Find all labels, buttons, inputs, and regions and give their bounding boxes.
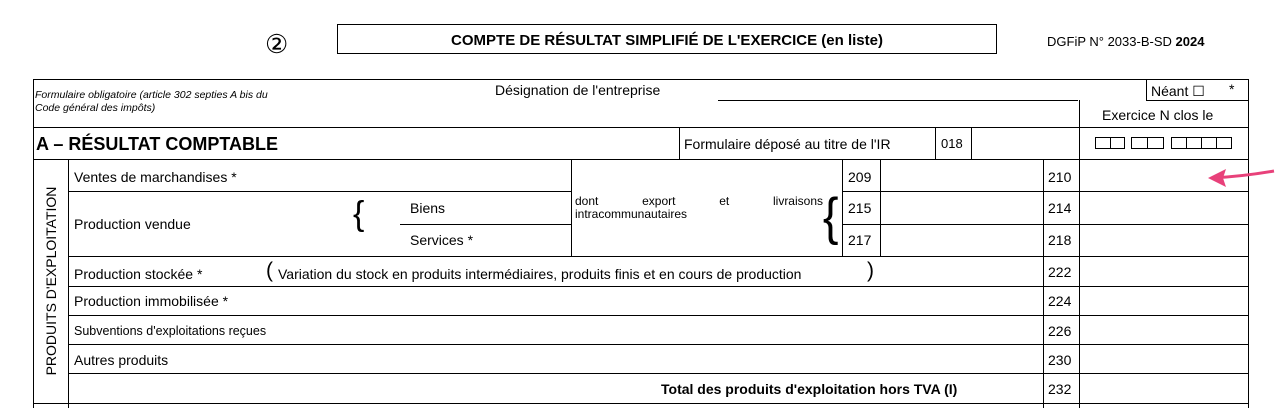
input-232[interactable] bbox=[1081, 374, 1247, 402]
input-214[interactable] bbox=[1081, 192, 1247, 223]
input-215[interactable] bbox=[881, 192, 1042, 223]
form-reference-prefix: DGFiP N° 2033-B-SD bbox=[1047, 34, 1172, 49]
code-215: 215 bbox=[848, 200, 872, 216]
ir-input[interactable] bbox=[972, 128, 1078, 159]
total-label: Total des produits d'exploitation hors TVA (I) bbox=[661, 381, 958, 397]
dont-export-label: dont export et livraisons bbox=[575, 194, 823, 208]
subventions-label: Subventions d'exploitations reçues bbox=[74, 324, 267, 338]
autres-produits-label: Autres produits bbox=[74, 352, 169, 368]
input-217[interactable] bbox=[881, 225, 1042, 256]
input-224[interactable] bbox=[1081, 287, 1247, 315]
code-222: 222 bbox=[1048, 264, 1072, 280]
form-reference bbox=[1047, 34, 1204, 49]
code-209: 209 bbox=[848, 169, 872, 185]
section-a-title: A – RÉSULTAT COMPTABLE bbox=[36, 134, 278, 154]
intracom-label: intracommunautaires bbox=[575, 207, 688, 221]
production-immobilisee-label: Production immobilisée * bbox=[74, 293, 229, 309]
pointer-arrow-icon bbox=[1206, 166, 1276, 190]
input-218[interactable] bbox=[1081, 225, 1247, 256]
designation-label: Désignation de l'entreprise bbox=[495, 82, 661, 98]
neant-checkbox[interactable]: Néant ☐ bbox=[1151, 83, 1205, 99]
paren-open: ( bbox=[266, 259, 273, 282]
code-214: 214 bbox=[1048, 200, 1072, 216]
code-232: 232 bbox=[1048, 381, 1072, 397]
input-222[interactable] bbox=[1081, 257, 1247, 285]
ir-code: 018 bbox=[941, 136, 963, 151]
services-label: Services * bbox=[410, 232, 474, 248]
code-226: 226 bbox=[1048, 323, 1072, 339]
ir-label: Formulaire déposé au titre de l'IR bbox=[684, 136, 891, 152]
circled-number: ② bbox=[265, 29, 289, 59]
input-226[interactable] bbox=[1081, 316, 1247, 344]
production-vendue-label: Production vendue bbox=[74, 216, 191, 232]
date-year-input[interactable] bbox=[1171, 137, 1232, 149]
input-230[interactable] bbox=[1081, 345, 1247, 373]
page-title: COMPTE DE RÉSULTAT SIMPLIFIÉ DE L'EXERCICE (en liste) bbox=[451, 32, 883, 49]
code-217: 217 bbox=[848, 232, 872, 248]
form-reference-year: 2024 bbox=[1175, 34, 1205, 49]
mandatory-notice-line1: Formulaire obligatoire (article 302 septies A bis du bbox=[35, 89, 268, 101]
input-209[interactable] bbox=[881, 161, 1042, 191]
date-day-input[interactable] bbox=[1095, 137, 1125, 149]
ventes-label: Ventes de marchandises * bbox=[74, 169, 237, 185]
code-230: 230 bbox=[1048, 352, 1072, 368]
mandatory-notice-line2: Code général des impôts) bbox=[35, 102, 156, 114]
code-210: 210 bbox=[1048, 169, 1072, 185]
biens-label: Biens bbox=[410, 200, 446, 216]
designation-input[interactable] bbox=[718, 82, 1146, 100]
date-month-input[interactable] bbox=[1131, 137, 1164, 149]
production-stockee-label: Production stockée * bbox=[74, 266, 203, 282]
exercice-label: Exercice N clos le bbox=[1102, 107, 1214, 123]
brace-left: { bbox=[353, 195, 365, 233]
code-224: 224 bbox=[1048, 293, 1072, 309]
side-label-produits: PRODUITS D'EXPLOITATION bbox=[43, 186, 59, 376]
variation-label: Variation du stock en produits intermédiaires, produits finis et en cours de production bbox=[278, 266, 802, 282]
paren-close: ) bbox=[867, 259, 874, 282]
brace-right: { bbox=[822, 188, 839, 246]
code-218: 218 bbox=[1048, 232, 1072, 248]
required-asterisk: * bbox=[1229, 81, 1235, 97]
